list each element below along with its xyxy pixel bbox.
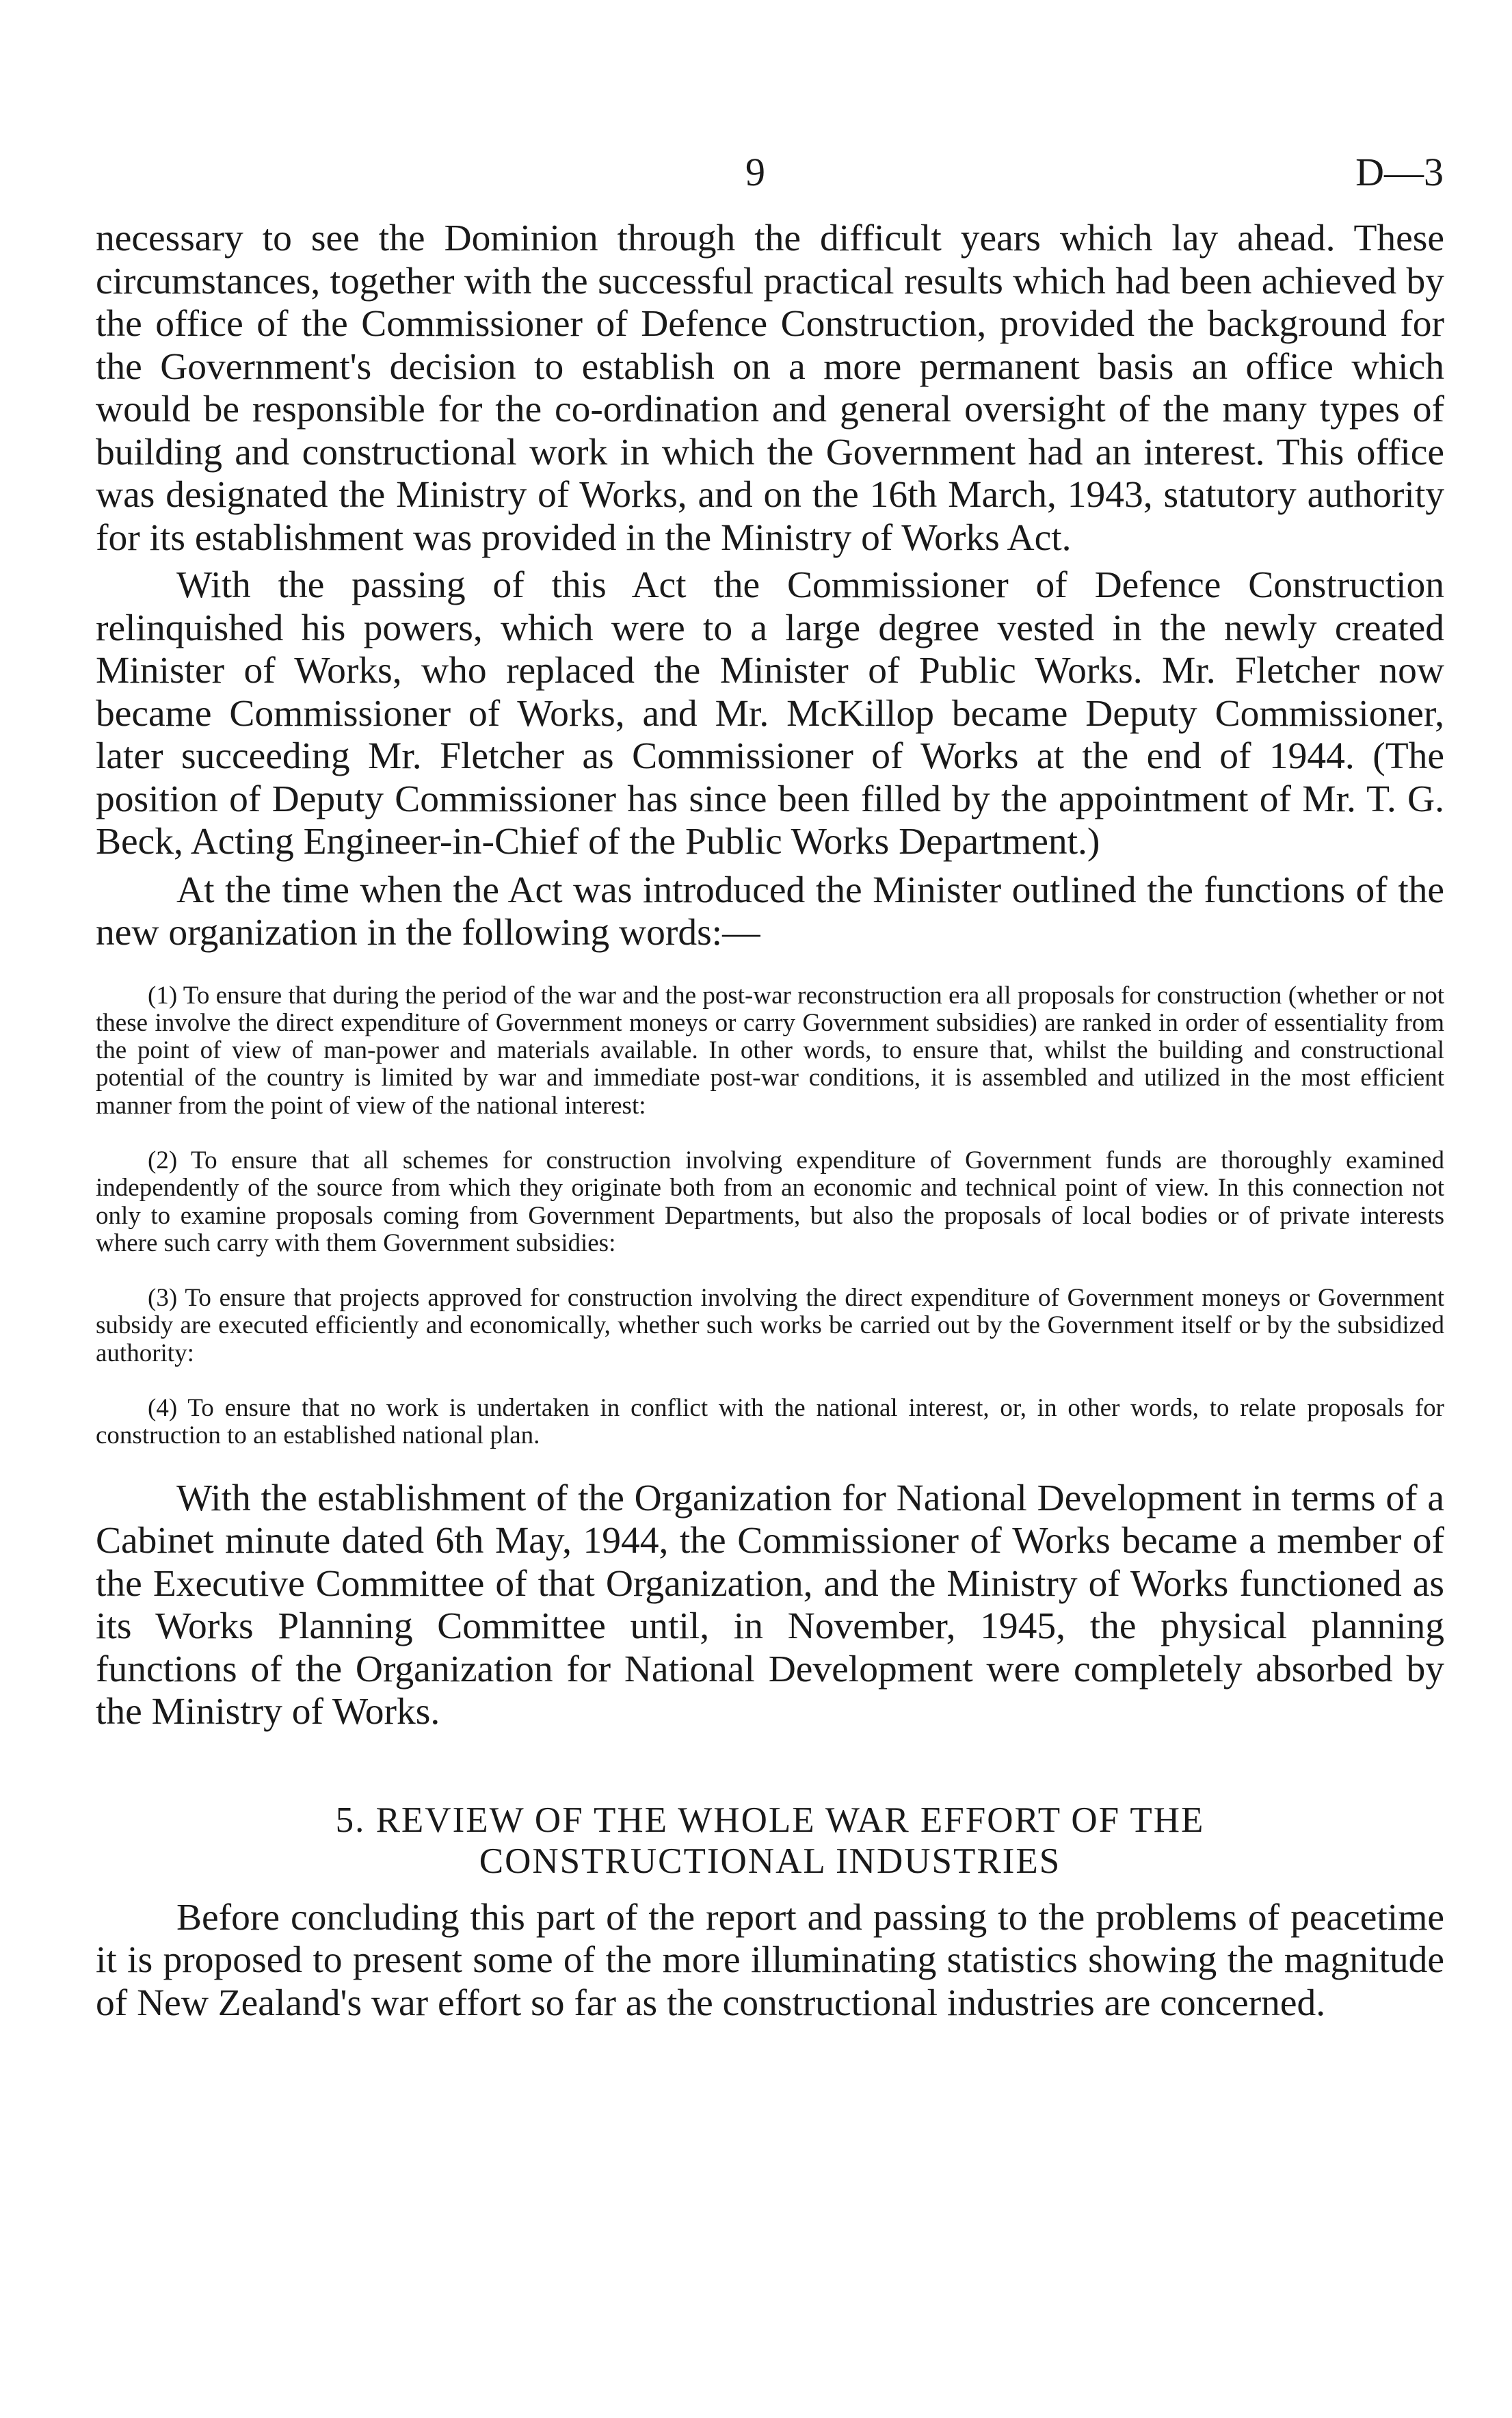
list-item: (3) To ensure that projects approved for construction involving the direct expenditure of Government moneys or Government subsidy are executed efficiently and economically, whether such works be carried out by the Government itself or by the subsidized authority: <box>96 1284 1444 1367</box>
document-body <box>96 218 1444 2025</box>
page-number: 9 <box>745 150 765 194</box>
list-item: (4) To ensure that no work is undertaken in conflict with the national interest, or, in other words, to relate proposals for construction to an established national plan. <box>96 1394 1444 1450</box>
section-heading <box>96 1800 1444 1882</box>
paragraph-commissioner-powers: With the passing of this Act the Commissioner of Defence Construction relinquished his powers, which were to a large degree vested in the newly created Minister of Works, who replaced the Minister of Public Works. Mr. Fletcher now became Commissioner of Works, and Mr. McKillop became Deputy Commissioner, later succeeding Mr. Fletcher as Commissioner of Works at the end of 1944. (The position of Deputy Commissioner has since been filled by the appointment of Mr. T. G. Beck, Acting Engineer-in-Chief of the Public Works Department.) <box>96 564 1444 863</box>
page-header <box>0 145 1512 200</box>
section-heading-line-2: CONSTRUCTIONAL INDUSTRIES <box>479 1841 1061 1881</box>
report-code: D—3 <box>1355 150 1444 194</box>
list-item: (1) To ensure that during the period of the war and the post-war reconstruction era all proposals for construction (whether or not these involve the direct expenditure of Government moneys or carry Government subsidies) are ranked in order of essentiality from the point of view of man-power and materials available. In other words, to ensure that, whilst the building and constructional potential of the country is limited by war and immediate post-war conditions, it is assembled and utilized in the most efficient manner from the point of view of the national interest: <box>96 981 1444 1120</box>
functions-list <box>96 982 1444 1450</box>
paragraph-national-development: With the establishment of the Organization for National Development in terms of a Cabinet minute dated 6th May, 1944, the Commissioner of Works became a member of the Executive Committee of that Organization, and the Ministry of Works functioned as its Works Planning Committee until, in November, 1945, the physical planning functions of the Organization for National Development were completely absorbed by the Ministry of Works. <box>96 1477 1444 1733</box>
section-heading-line-1: 5. REVIEW OF THE WHOLE WAR EFFORT OF THE <box>335 1800 1205 1840</box>
paragraph-ministry-established: necessary to see the Dominion through the difficult years which lay ahead. These circumstances, together with the successful practical results which had been achieved by the office of the Commissioner of Defence Construction, provided the background for the Government's decision to establish on a more permanent basis an office which would be responsible for the co-ordination and general oversight of the many types of building and constructional work in which the Government had an interest. This office was designated the Ministry of Works, and on the 16th March, 1943, statutory authority for its establishment was provided in the Ministry of Works Act. <box>96 218 1444 559</box>
paragraph-functions-intro: At the time when the Act was introduced the Minister outlined the functions of the new organization in the following words:— <box>96 869 1444 954</box>
paragraph-statistics-intro: Before concluding this part of the report and passing to the problems of peacetime it is proposed to present some of the more illuminating statistics showing the magnitude of New Zealand's war effort so far as the constructional industries are concerned. <box>96 1896 1444 2024</box>
list-item: (2) To ensure that all schemes for construction involving expenditure of Government funds are thoroughly examined independently of the source from which they originate both from an economic and technical point of view. In this connection not only to examine proposals coming from Government Departments, but also the proposals of local bodies or of private interests where such carry with them Government subsidies: <box>96 1146 1444 1257</box>
